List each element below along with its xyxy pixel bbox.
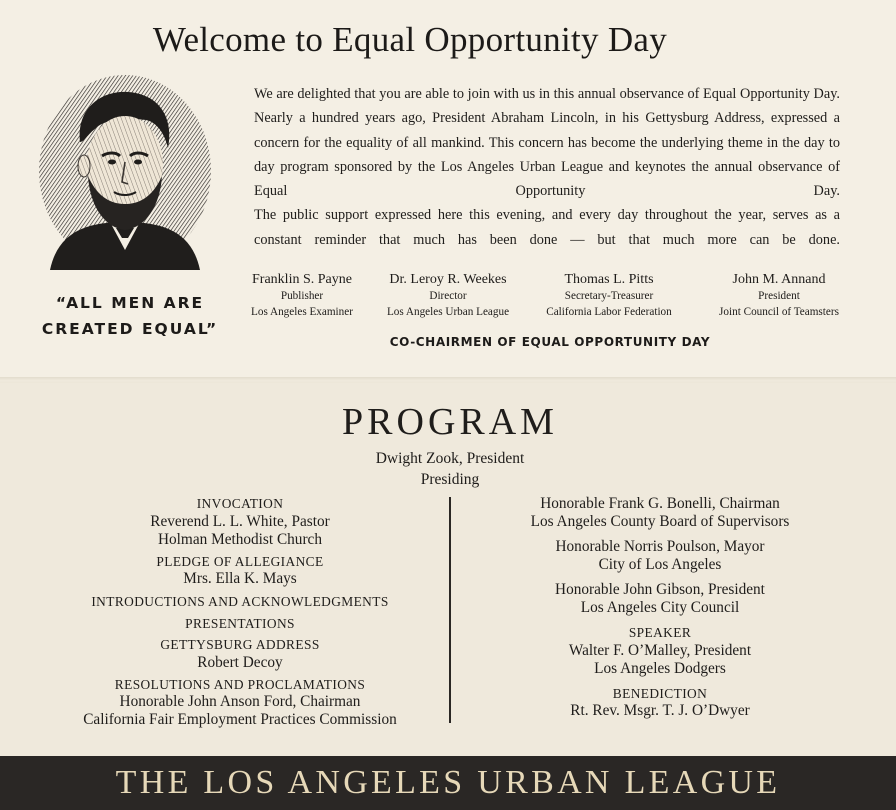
signer-name: Dr. Leroy R. Weekes <box>389 272 507 287</box>
presiding-name: Dwight Zook, President <box>375 450 525 467</box>
program-heading: INVOCATION <box>196 496 284 511</box>
program-line: Robert Decoy <box>197 653 283 671</box>
program-line: Honorable Frank G. Bonelli, Chairman <box>540 495 780 512</box>
program-line: Los Angeles Dodgers <box>594 659 726 677</box>
program-item <box>40 636 440 672</box>
signer-org: Joint Council of Teamsters <box>719 305 839 318</box>
program-item <box>464 685 856 721</box>
welcome-paragraph-1: We are delighted that you are able to join with us in this annual observance of Equal Opportunity Day. Nearly a hundred years ago, President Abraham Lincoln, in his Gettysburg Address, expressed a concern for the equality of all mankind. This concern has become the underlying theme in the day to day program sponsored by the Los Angeles Urban League and keynotes the annual observance of Equal Opportunity Day. <box>254 86 840 200</box>
signer-role: Secretary-Treasurer <box>564 290 654 302</box>
program-item <box>40 593 440 611</box>
program-item <box>464 495 856 531</box>
program-line: City of Los Angeles <box>598 556 722 573</box>
program-item <box>464 538 856 574</box>
program-line: Walter F. O’Malley, President <box>568 641 752 659</box>
program-line: Honorable John Gibson, President <box>555 581 765 598</box>
program-item <box>40 676 440 730</box>
program-title: PROGRAM <box>342 401 558 443</box>
signer-name: Thomas L. Pitts <box>564 272 654 287</box>
program-heading: BENEDICTION <box>612 685 708 701</box>
lincoln-portrait-illustration <box>36 72 214 270</box>
program-heading: INTRODUCTIONS AND ACKNOWLEDGMENTS <box>91 594 389 609</box>
program-item <box>40 615 440 633</box>
signer-role: Director <box>429 290 467 302</box>
signer-name: Franklin S. Payne <box>252 272 352 287</box>
signer <box>372 271 524 320</box>
program-heading: RESOLUTIONS AND PROCLAMATIONS <box>114 676 366 692</box>
program-line: Rt. Rev. Msgr. T. J. O’Dwyer <box>570 702 750 719</box>
footer-banner <box>0 756 896 810</box>
program-item <box>464 581 856 617</box>
signer-org: California Labor Federation <box>546 305 672 318</box>
program-line: Honorable John Anson Ford, Chairman <box>119 693 361 710</box>
signer-role: Publisher <box>280 290 324 302</box>
program-heading: SPEAKER <box>628 625 692 640</box>
signer <box>694 271 864 320</box>
presiding-label: Presiding <box>420 471 480 488</box>
motto-line-2: CREATED EQUAL” <box>41 320 219 338</box>
welcome-paragraph-2: The public support expressed here this evening, and every day throughout the year, serves as a constant reminder that much has been done — but that much more can be done. <box>254 207 840 248</box>
program-line: Honorable Norris Poulson, Mayor <box>555 538 765 555</box>
program-line: Mrs. Ella K. Mays <box>183 570 297 587</box>
program-item <box>40 553 440 589</box>
signer-role: President <box>758 290 800 302</box>
signer <box>232 271 372 320</box>
program-heading: PRESENTATIONS <box>185 615 295 631</box>
welcome-message <box>254 82 840 252</box>
program-line: Reverend L. L. White, Pastor <box>150 512 330 530</box>
motto-line-1: “ALL MEN ARE <box>55 294 205 312</box>
program-right-column <box>464 495 856 720</box>
program-heading: GETTYSBURG ADDRESS <box>160 637 320 652</box>
signers-row <box>232 271 864 320</box>
column-divider <box>449 497 451 723</box>
welcome-title: Welcome to Equal Opportunity Day <box>152 20 668 59</box>
program-item <box>464 624 856 678</box>
program-item <box>40 495 440 549</box>
program-line: California Fair Employment Practices Commission <box>83 711 397 728</box>
signer <box>524 271 694 320</box>
cochairmen-label: CO-CHAIRMEN OF EQUAL OPPORTUNITY DAY <box>389 335 711 349</box>
program-line: Los Angeles City Council <box>580 599 740 616</box>
program-left-column <box>40 495 440 729</box>
program-line: Holman Methodist Church <box>157 530 322 548</box>
presiding-block <box>0 448 896 490</box>
footer-banner-text: THE LOS ANGELES URBAN LEAGUE <box>115 764 781 801</box>
motto-quote <box>30 290 230 342</box>
signer-org: Los Angeles Examiner <box>251 305 353 318</box>
program-line: Los Angeles County Board of Supervisors <box>530 513 790 530</box>
program-heading: PLEDGE OF ALLEGIANCE <box>156 553 324 569</box>
signer-org: Los Angeles Urban League <box>386 305 510 318</box>
signer-name: John M. Annand <box>732 272 826 287</box>
